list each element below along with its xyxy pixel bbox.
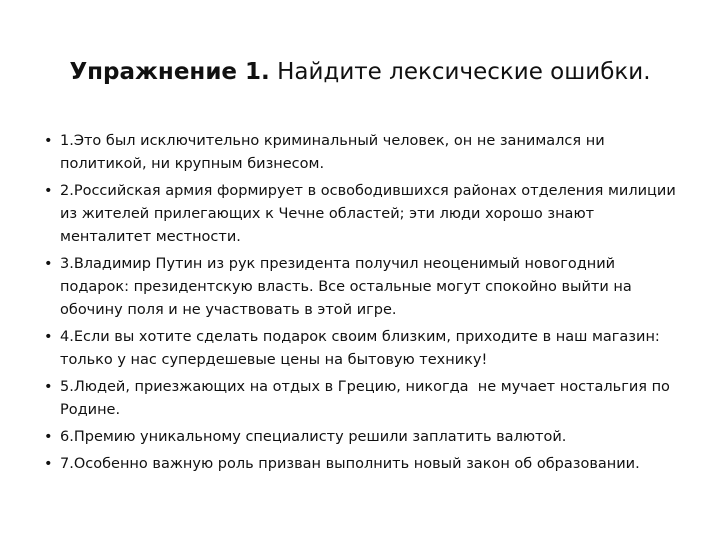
list-item-text: 5.Людей, приезжающих на отдых в Грецию, никогда не мучает ностальгия по Родине. [60,379,675,418]
list-item [44,453,684,476]
list-item [44,376,684,422]
list-item-text: 3.Владимир Путин из рук президента получил неоценимый новогодний подарок: президентскую власть. Все остальные могут спокойно выйти на обочину поля и не участвовать в этой игре. [60,256,632,318]
bullet-icon: • [44,379,53,395]
bullet-icon: • [44,256,53,272]
slide-title [0,56,720,88]
bullet-icon: • [44,133,53,149]
list-item [44,180,684,249]
list-item [44,130,684,176]
bullet-icon: • [44,329,53,345]
bullet-icon: • [44,183,53,199]
bullet-icon: • [44,456,53,472]
list-item-text: 6.Премию уникальному специалисту решили заплатить валютой. [60,429,567,445]
list-item [44,253,684,322]
title-exercise-label: Упражнение 1. [69,59,270,85]
list-item-text: 1.Это был исключительно криминальный человек, он не занимался ни политикой, ни крупным бизнесом. [60,133,605,172]
list-item-text: 7.Особенно важную роль призван выполнить новый закон об образовании. [60,456,640,472]
exercise-list [44,130,684,480]
bullet-icon: • [44,429,53,445]
list-item [44,326,684,372]
list-item [44,426,684,449]
list-item-text: 4.Если вы хотите сделать подарок своим близким, приходите в наш магазин: только у нас супердешевые цены на бытовую технику! [60,329,660,368]
list-item-text: 2.Российская армия формирует в освободившихся районах отделения милиции из жителей прилегающих к Чечне областей; эти люди хорошо знают менталитет местности. [60,183,676,245]
title-instruction: Найдите лексические ошибки. [269,59,651,85]
